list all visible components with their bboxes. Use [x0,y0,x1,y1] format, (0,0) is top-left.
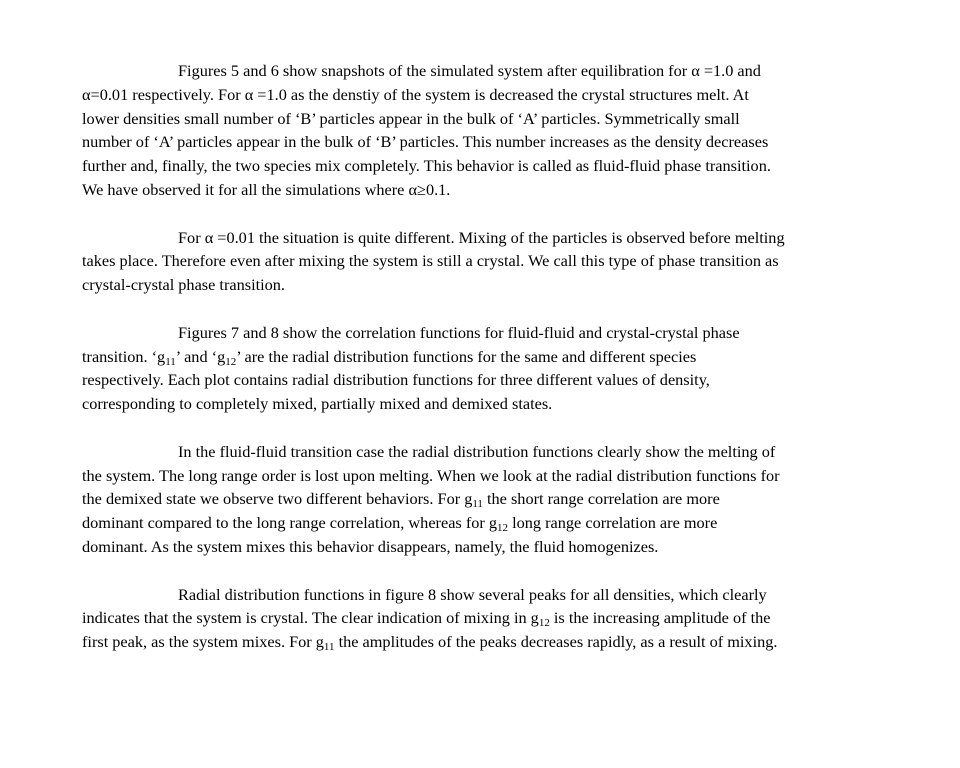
text-segment: the amplitudes of the peaks decreases rapidly, as a result of mixing. [334,632,778,652]
text-segment: dominant compared to the long range correlation, whereas for g [82,513,498,533]
paragraph-2 [82,226,892,297]
text-segment: the demixed state we observe two different behaviors. For g [82,489,473,509]
text-line: In the fluid-fluid transition case the radial distribution functions clearly show the melting of [178,441,776,461]
subscript: 11 [165,355,176,368]
text-line: respectively. Each plot contains radial distribution functions for three different values of density, [82,370,710,390]
paragraph-5 [82,583,892,654]
text-segment: is the increasing amplitude of the [549,608,771,628]
text-line: corresponding to completely mixed, partially mixed and demixed states. [82,394,553,414]
text-line: Figures 7 and 8 show the correlation functions for fluid-fluid and crystal-crystal phase [178,322,740,342]
text-line: further and, finally, the two species mix completely. This behavior is called as fluid-fluid phase transition. [82,156,771,176]
text-segment: transition. ‘g [82,346,166,366]
paragraph-4 [82,440,892,559]
text-line: dominant. As the system mixes this behavior disappears, namely, the fluid homogenizes. [82,536,659,556]
text-line: lower densities small number of ‘B’ particles appear in the bulk of ‘A’ particles. Symmetrically small [82,108,740,128]
text-line [82,487,892,511]
subscript: 11 [323,641,335,654]
subscript: 11 [472,498,483,511]
text-line: number of ‘A’ particles appear in the bulk of ‘B’ particles. This number increases as the density decreases [82,132,769,152]
text-line [82,606,892,630]
text-line: the system. The long range order is lost upon melting. When we look at the radial distribution functions for [82,465,780,485]
text-line: takes place. Therefore even after mixing the system is still a crystal. We call this type of phase transition as [82,251,779,271]
document-body [82,59,892,678]
text-line: crystal-crystal phase transition. [82,275,285,295]
text-segment: first peak, as the system mixes. For g [82,632,324,652]
text-line: Figures 5 and 6 show snapshots of the simulated system after equilibration for α =1.0 and [178,61,761,80]
text-line: For α =0.01 the situation is quite different. Mixing of the particles is observed before melting [178,227,785,247]
paragraph-3 [82,321,892,416]
text-line [82,630,892,654]
text-segment: indicates that the system is crystal. The clear indication of mixing in g [82,608,539,628]
text-segment: the short range correlation are more [482,489,720,509]
subscript: 12 [538,617,550,630]
text-line [82,511,892,535]
text-segment: long range correlation are more [508,513,718,533]
subscript: 12 [497,522,509,535]
text-line: We have observed it for all the simulations where α≥0.1. [82,179,451,199]
text-line: α=0.01 respectively. For α =1.0 as the denstiy of the system is decreased the crystal structures melt. At [82,84,749,104]
paragraph-1 [82,59,892,202]
text-line [82,345,892,369]
text-segment: ’ and ‘g [175,346,226,366]
subscript: 12 [225,355,237,368]
text-segment: ’ are the radial distribution functions for the same and different species [236,346,697,366]
text-line: Radial distribution functions in figure 8 show several peaks for all densities, which clearly [178,584,767,604]
